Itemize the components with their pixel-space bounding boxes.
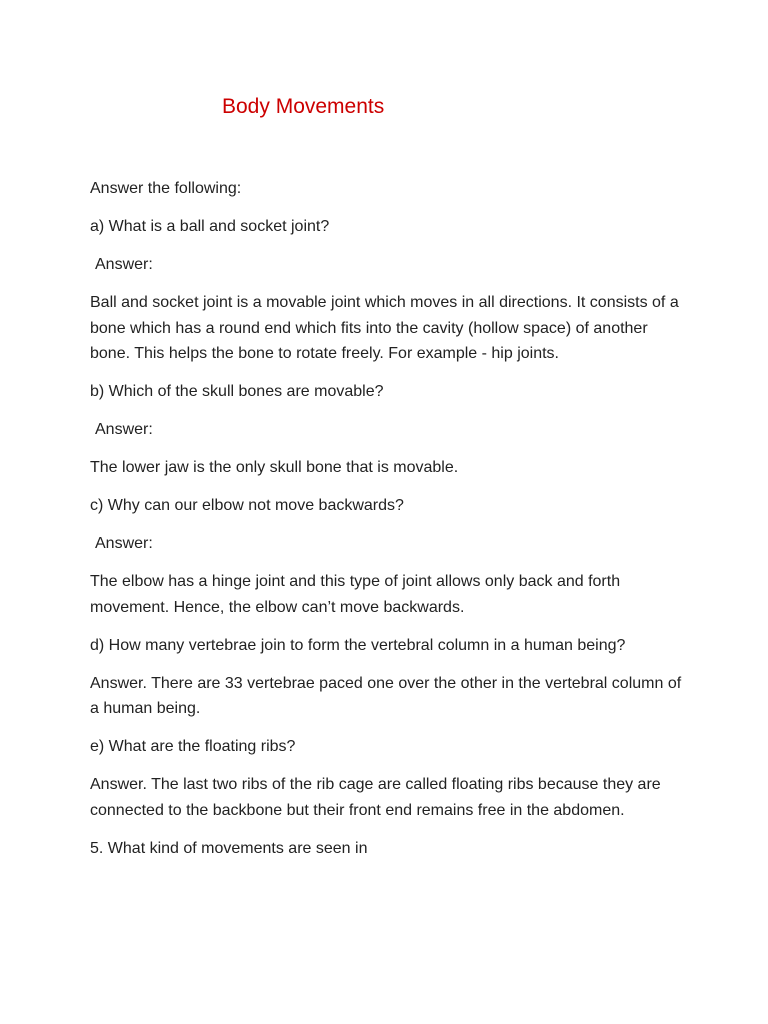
question-5: 5. What kind of movements are seen in (90, 839, 368, 857)
question-a: a) What is a ball and socket joint? (90, 218, 330, 235)
answer-label-b: Answer: (95, 421, 153, 438)
page-title: Body Movements (222, 95, 385, 118)
question-e: e) What are the floating ribs? (90, 738, 296, 755)
question-d: d) How many vertebrae join to form the vertebral column in a human being? (90, 636, 626, 654)
answer-b: The lower jaw is the only skull bone that is movable. (90, 459, 459, 476)
answer-d: Answer. There are 33 vertebrae paced one over the other in the vertebral column of a human being. (90, 674, 682, 717)
answer-a: Ball and socket joint is a movable joint which moves in all directions. It consists of a bone which has a round end which fits into the cavity (hollow space) of another bone. This helps the bone to rotate freely. For example - hip joints. (90, 294, 679, 362)
question-c: c) Why can our elbow not move backwards? (90, 497, 404, 514)
answer-label-a: Answer: (95, 256, 153, 273)
answer-c: The elbow has a hinge joint and this type of joint allows only back and forth movement. Hence, the elbow can’t move backwards. (90, 573, 621, 616)
answer-e: Answer. The last two ribs of the rib cage are called floating ribs because they are connected to the backbone but their front end remains free in the abdomen. (90, 776, 661, 819)
question-b: b) Which of the skull bones are movable? (90, 383, 384, 400)
document-body (90, 176, 690, 874)
answer-label-c: Answer: (95, 535, 153, 552)
intro-text: Answer the following: (90, 180, 242, 197)
